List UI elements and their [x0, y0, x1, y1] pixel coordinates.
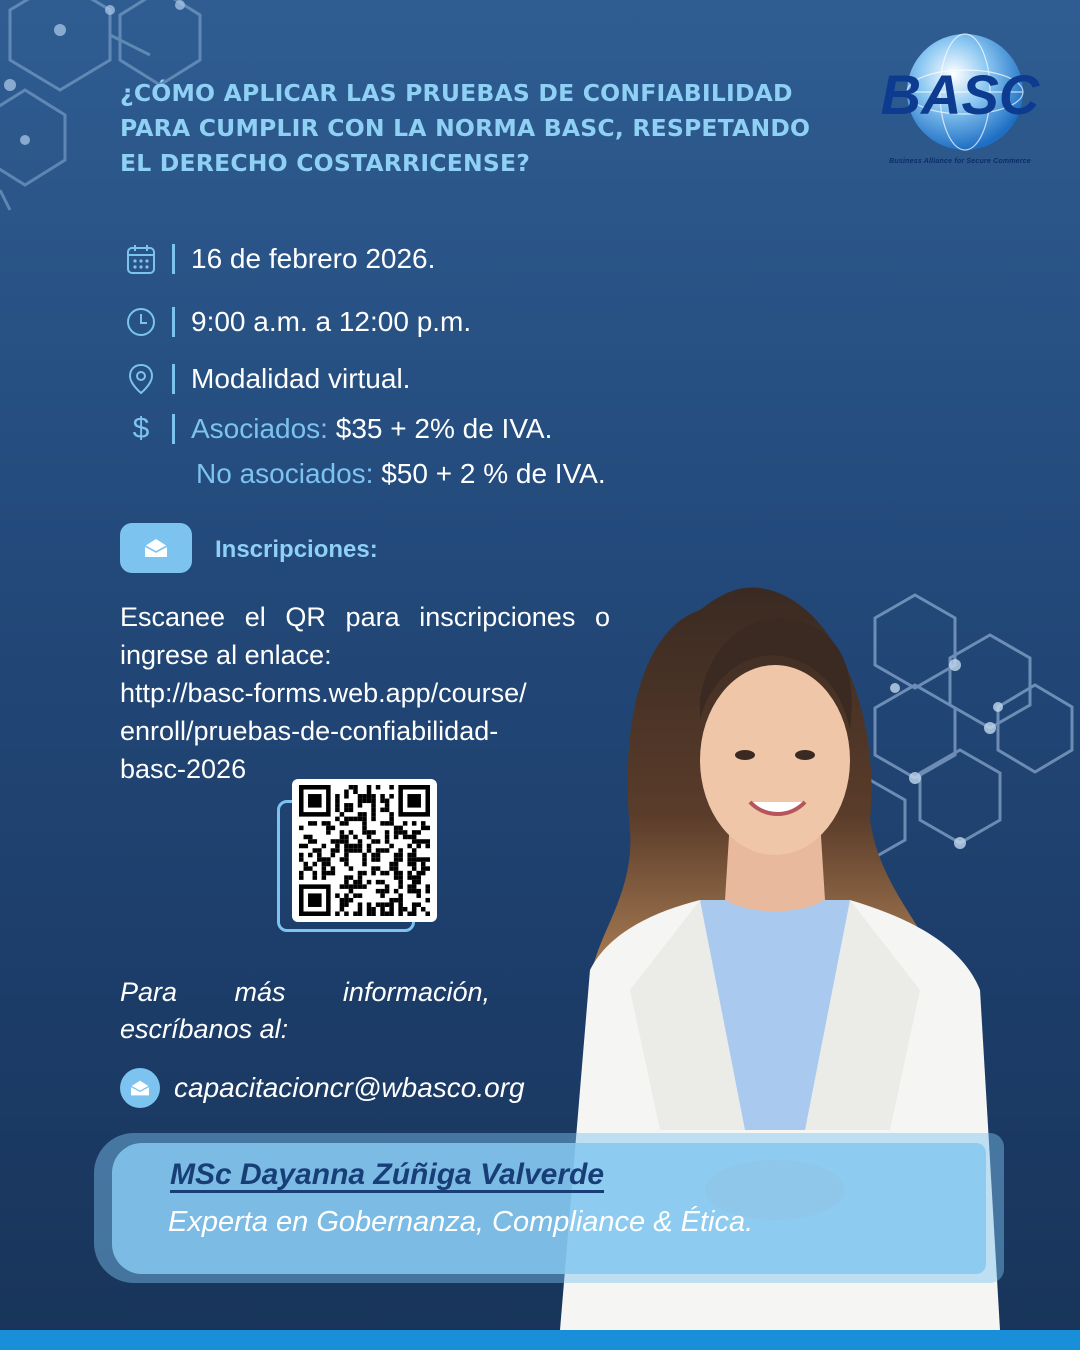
- dollar-icon: $: [132, 412, 150, 445]
- price-row: [120, 412, 552, 446]
- calendar-icon: [120, 242, 162, 276]
- more-info-text: Para más información, escríbanos al:: [120, 977, 490, 1044]
- time-row: [120, 305, 471, 339]
- registration-url-line-1[interactable]: http://basc-forms.web.app/course/: [120, 678, 527, 708]
- email-icon: [120, 1068, 160, 1108]
- basc-wordmark: BASC: [880, 63, 1040, 126]
- nonmembers-label: No asociados:: [196, 458, 374, 489]
- modality-row: [120, 362, 410, 396]
- qr-code[interactable]: [292, 779, 437, 922]
- basc-globe-logo: [880, 30, 1040, 160]
- qr-code-pattern: [298, 785, 431, 916]
- nonmembers-price-text: [196, 458, 606, 490]
- members-price-text: [191, 413, 552, 445]
- members-price: $35 + 2% de IVA.: [327, 413, 553, 444]
- event-modality: Modalidad virtual.: [191, 363, 411, 394]
- date-row: [120, 242, 435, 276]
- registration-label: Inscripciones:: [215, 536, 378, 563]
- divider: [172, 414, 175, 444]
- registration-tab: [120, 523, 192, 573]
- speaker-role: Experta en Gobernanza, Compliance & Ética.: [168, 1206, 754, 1238]
- basc-logo: [880, 30, 1040, 175]
- event-date: 16 de febrero 2026.: [191, 243, 436, 274]
- location-pin-icon: [120, 362, 162, 396]
- basc-tagline: Business Alliance for Secure Commerce: [889, 158, 1031, 165]
- bottom-accent-bar: [0, 1330, 1080, 1350]
- divider: [172, 364, 175, 394]
- divider: [172, 307, 175, 337]
- event-title: [120, 76, 820, 181]
- contact-email[interactable]: capacitacioncr@wbasco.org: [174, 1072, 525, 1103]
- registration-url-line-2[interactable]: enroll/pruebas-de-confiabilidad-: [120, 716, 499, 746]
- speaker-name: MSc Dayanna Zúñiga Valverde: [170, 1158, 605, 1191]
- registration-url-line-3[interactable]: basc-2026: [120, 754, 247, 784]
- envelope-icon: [143, 537, 169, 559]
- event-title-line-2: PARA CUMPLIR CON LA NORMA BASC, RESPETANDO: [120, 114, 811, 142]
- nonmembers-price: $50 + 2 % de IVA.: [373, 458, 606, 489]
- clock-icon: [120, 305, 162, 339]
- event-title-line-1: ¿CÓMO APLICAR LAS PRUEBAS DE CONFIABILIDAD: [120, 79, 793, 107]
- divider: [172, 244, 175, 274]
- registration-instructions: Escanee el QR para inscripciones o ingrese al enlace:: [120, 602, 610, 670]
- event-title-line-3: EL DERECHO COSTARRICENSE?: [120, 149, 531, 177]
- members-label: Asociados:: [191, 413, 328, 444]
- event-time: 9:00 a.m. a 12:00 p.m.: [191, 306, 472, 337]
- email-row: [120, 1068, 525, 1108]
